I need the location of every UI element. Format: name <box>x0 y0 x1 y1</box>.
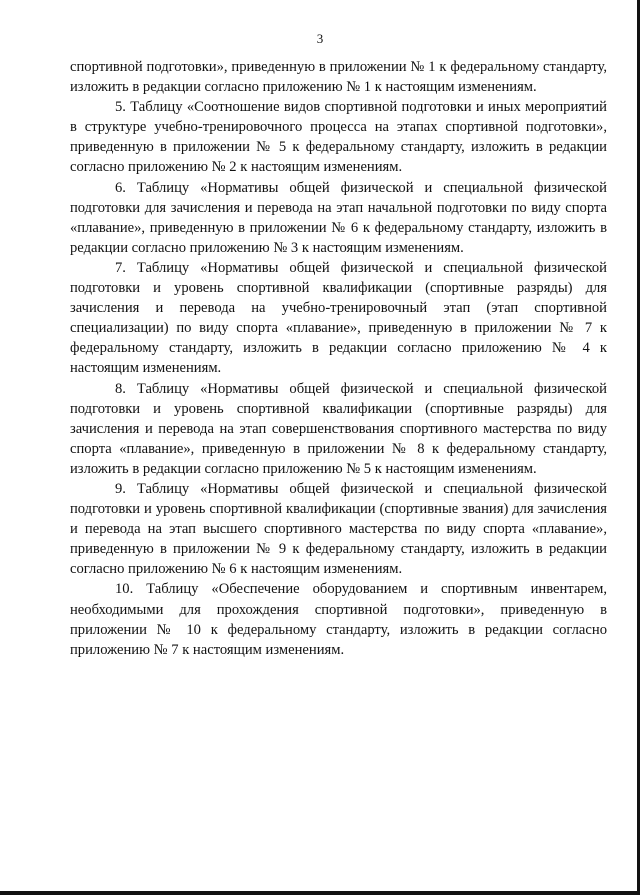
document-body <box>70 57 607 660</box>
page-number: 3 <box>316 31 324 46</box>
paragraph: 10. Таблицу «Обеспечение оборудованием и спортивным инвентарем, необходимыми для прохождения спортивной подготовки», приведенную в приложении № 10 к федеральному стандарту, изложить в редакции согласно приложению № 7 к настоящим изменениям. <box>70 581 607 658</box>
paragraph: 9. Таблицу «Нормативы общей физической и специальной физической подготовки и уровень спортивной квалификации (спортивные звания) для зачисления и перевода на этап высшего спортивного мастерства по виду спорта «плавание», приведенную в приложении № 9 к федеральному стандарту, изложить в редакции согласно приложению № 6 к настоящим изменениям. <box>70 480 607 578</box>
paragraph: 5. Таблицу «Соотношение видов спортивной подготовки и иных мероприятий в структуре учебно-тренировочного процесса на этапах спортивной подготовки», приведенную в приложении № 5 к федеральному стандарту, изложить в редакции согласно приложению № 2 к настоящим изменениям. <box>70 99 607 176</box>
paragraph: 6. Таблицу «Нормативы общей физической и специальной физической подготовки для зачисления и перевода на этап начальной подготовки по виду спорта «плавание», приведенную в приложении № 6 к федеральному стандарту, изложить в редакции согласно приложению № 3 к настоящим изменениям. <box>70 179 607 256</box>
paragraph: 7. Таблицу «Нормативы общей физической и специальной физической подготовки и уровень спортивной квалификации (спортивные разряды) для зачисления и перевода на учебно-тренировочный этап (этап спортивной специализации) по виду спорта «плавание», приведенную в приложении № 7 к федеральному стандарту, изложить в редакции согласно приложению № 4 к настоящим изменениям. <box>70 259 607 377</box>
paragraph: 8. Таблицу «Нормативы общей физической и специальной физической подготовки и уровень спортивной квалификации (спортивные разряды) для зачисления и перевода на этап совершенствования спортивного мастерства по виду спорта «плавание», приведенную в приложении № 8 к федеральному стандарту, изложить в редакции согласно приложению № 5 к настоящим изменениям. <box>70 380 607 477</box>
paragraph: спортивной подготовки», приведенную в приложении № 1 к федеральному стандарту, изложить в редакции согласно приложению № 1 к настоящим изменениям. <box>70 59 607 96</box>
